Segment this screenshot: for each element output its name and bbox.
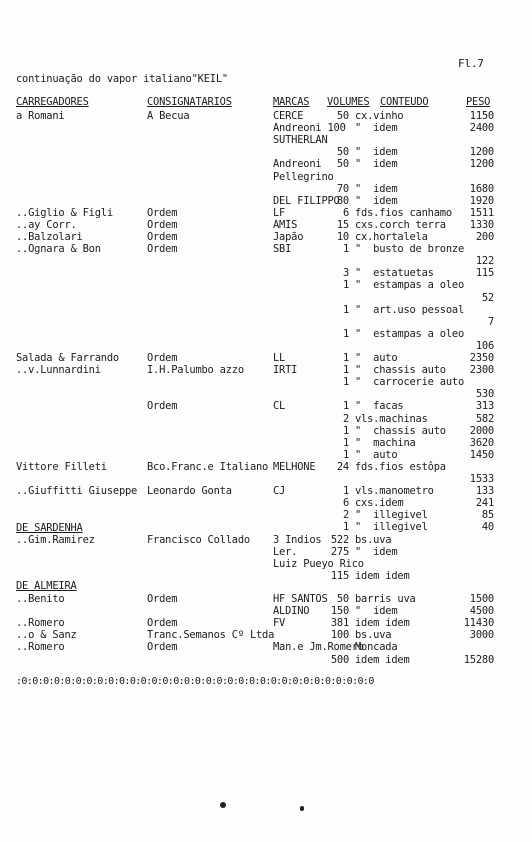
section-heading-almeira: DE ALMEIRA: [16, 580, 77, 592]
cell-c4: 275: [330, 546, 349, 559]
cell-c3: Ler.: [273, 546, 298, 559]
cell-c4: 1: [342, 303, 349, 316]
page-number: Fl.7: [458, 57, 484, 70]
cell-c2: Bco.Franc.e Italiano: [147, 460, 269, 473]
cell-c4: 1: [342, 400, 349, 413]
cell-c2: Leonardo Gonta: [147, 485, 232, 498]
cell-c1: ..ay Corr.: [16, 218, 77, 231]
cell-c6: 1500: [469, 593, 494, 605]
cell-c5: bs.uva: [355, 629, 392, 642]
header-marcas: MARCAS: [273, 96, 310, 108]
cell-c4: 50: [336, 146, 349, 159]
cell-c6: 1680: [469, 182, 494, 195]
cell-c3: AMIS: [273, 218, 298, 231]
cell-c6: 40: [481, 521, 494, 534]
cell-c4: 1: [342, 436, 349, 449]
cell-c4: 1: [342, 327, 349, 340]
cell-c5: " illegivel: [355, 509, 428, 522]
cell-c5: " chassis auto: [355, 424, 446, 437]
cell-c5: " idem: [355, 122, 398, 135]
cell-c3: Andreoni 100: [273, 122, 346, 135]
ink-mark: [220, 802, 226, 808]
cell-c1: ..v.Lunnardini: [16, 364, 101, 377]
cell-c2: A Becua: [147, 110, 190, 122]
cell-c2: Ordem: [147, 206, 178, 219]
cell-c3: MELHONE: [273, 460, 316, 473]
cell-c2: I.H.Palumbo azzo: [147, 364, 244, 377]
cell-c4: 1: [342, 485, 349, 498]
cell-c3: Man.e Jm.Romero: [273, 641, 364, 654]
cell-c5: barris uva: [355, 593, 416, 605]
cell-c5: " busto de bronze: [355, 243, 465, 256]
cell-c5: cxs.idem: [355, 497, 404, 510]
cell-c6: 106: [475, 339, 494, 352]
cell-c6: 122: [475, 255, 494, 268]
cell-c5: " art.uso pessoal: [355, 303, 465, 316]
cell-c4: 115: [330, 570, 349, 583]
cell-c1: a Romani: [16, 110, 65, 122]
cell-c4: 50: [336, 158, 349, 171]
cell-c4: 2: [342, 509, 349, 522]
cell-c4: 50: [336, 593, 349, 605]
cell-c5: " idem: [355, 182, 398, 195]
cell-c4: 1: [342, 364, 349, 377]
cell-c4: 80: [336, 194, 349, 207]
cell-c1: ..o & Sanz: [16, 629, 77, 642]
cell-c3: SBI: [273, 243, 292, 256]
cell-c6: 2350: [469, 352, 494, 364]
cell-c5: cxs.corch terra: [355, 218, 446, 231]
cell-c6: 1533: [469, 473, 494, 485]
cell-c2: Francisco Collado: [147, 534, 250, 546]
cell-c4: 522: [330, 534, 349, 546]
cell-c4: 50: [336, 110, 349, 122]
cell-c3: Luiz Pueyo Rico: [273, 558, 364, 571]
cell-c6: 7: [487, 315, 494, 328]
cell-c5: Moncada: [355, 641, 398, 654]
cell-c5: " idem: [355, 194, 398, 207]
cell-c6: 2300: [469, 364, 494, 377]
cell-c4: 1: [342, 376, 349, 389]
cell-c5: bs.uva: [355, 534, 392, 546]
cell-c6: 15280: [463, 653, 494, 666]
cell-c4: 1: [342, 424, 349, 437]
cell-c2: Ordem: [147, 641, 178, 654]
cell-c3: 3 Indios: [273, 534, 322, 546]
cell-c4: 1: [342, 352, 349, 364]
cell-c2: Ordem: [147, 593, 178, 605]
cell-c6: 133: [475, 485, 494, 498]
cell-c4: 6: [342, 497, 349, 510]
cell-c6: 1920: [469, 194, 494, 207]
cell-c5: " idem: [355, 605, 398, 618]
cell-c3: Pellegrino: [273, 170, 334, 183]
cell-c4: 381: [330, 617, 349, 630]
cell-c6: 200: [475, 231, 494, 243]
cell-c4: 500: [330, 653, 349, 666]
cell-c3: LL: [273, 352, 286, 364]
cell-c6: 530: [475, 388, 494, 401]
cell-c5: " estampas a oleo: [355, 279, 465, 292]
cell-c6: 85: [481, 509, 494, 522]
cell-c2: Tranc.Semanos Cº Ltda: [147, 629, 275, 642]
cell-c5: " idem: [355, 546, 398, 559]
cell-c3: CERCE: [273, 110, 304, 122]
cell-c4: 15: [336, 218, 349, 231]
cell-c6: 4500: [469, 605, 494, 618]
ink-mark: [300, 806, 304, 811]
cell-c5: " auto: [355, 448, 398, 461]
cell-c3: Andreoni: [273, 158, 322, 171]
cell-c1: ..Romero: [16, 617, 65, 630]
cell-c5: " idem: [355, 146, 398, 159]
cell-c4: 150: [330, 605, 349, 618]
cell-c3: IRTI: [273, 364, 298, 377]
cell-c5: " carrocerie auto: [355, 376, 465, 389]
cell-c6: 1450: [469, 448, 494, 461]
cell-c4: 1: [342, 279, 349, 292]
cell-c6: 115: [475, 267, 494, 280]
cell-c5: " machina: [355, 436, 416, 449]
cell-c1: ..Giglio & Figli: [16, 206, 113, 219]
cell-c2: Ordem: [147, 352, 178, 364]
cell-c1: ..Balzolari: [16, 231, 83, 243]
cell-c5: " estatuetas: [355, 267, 434, 280]
cell-c3: CL: [273, 400, 286, 413]
cell-c4: 24: [336, 460, 349, 473]
cell-c5: " facas: [355, 400, 404, 413]
cell-c2: Ordem: [147, 400, 178, 413]
cell-c3: SUTHERLAN: [273, 134, 328, 147]
cell-c6: 52: [481, 291, 494, 304]
cell-c6: 2400: [469, 122, 494, 135]
cell-c6: 3000: [469, 629, 494, 642]
header-consignatarios: CONSIGNATARIOS: [147, 96, 232, 108]
cell-c1: ..Ognara & Bon: [16, 243, 101, 256]
cell-c1: ..Benito: [16, 593, 65, 605]
cell-c1: Salada & Farrando: [16, 352, 119, 364]
cell-c6: 2000: [469, 424, 494, 437]
cell-c4: 1: [342, 243, 349, 256]
cell-c4: 10: [336, 231, 349, 243]
document-title: continuação do vapor italiano"KEIL": [16, 73, 228, 85]
cell-c5: idem idem: [355, 617, 410, 630]
cell-c1: Vittore Filleti: [16, 460, 107, 473]
cell-c6: 1511: [469, 206, 494, 219]
cell-c6: 1330: [469, 218, 494, 231]
cell-c5: " idem: [355, 158, 398, 171]
header-volumes: VOLUMES: [327, 96, 370, 108]
cell-c5: vls.manometro: [355, 485, 434, 498]
cell-c1: ..Giuffitti Giuseppe: [16, 485, 138, 498]
cell-c6: 11430: [463, 617, 494, 630]
cell-c1: ..Romero: [16, 641, 65, 654]
cell-c5: " illegivel: [355, 521, 428, 534]
cell-c3: CJ: [273, 485, 286, 498]
cell-c3: HF SANTOS: [273, 593, 328, 605]
cell-c2: Ordem: [147, 231, 178, 243]
cell-c6: 582: [475, 412, 494, 425]
cell-c4: 3: [342, 267, 349, 280]
cell-c5: " estampas a oleo: [355, 327, 465, 340]
cell-c4: 1: [342, 521, 349, 534]
cell-c4: 6: [342, 206, 349, 219]
cell-c5: idem idem: [355, 570, 410, 583]
cell-c6: 313: [475, 400, 494, 413]
cell-c4: 2: [342, 412, 349, 425]
cell-c3: FV: [273, 617, 286, 630]
cell-c4: 1: [342, 448, 349, 461]
cell-c5: cx.vinho: [355, 110, 404, 122]
cell-c5: cx.hortalela: [355, 231, 428, 243]
header-conteudo: CONTEUDO: [380, 96, 429, 108]
cell-c4: 70: [336, 182, 349, 195]
cell-c5: idem idem: [355, 653, 410, 666]
cell-c2: Ordem: [147, 243, 178, 256]
cell-c2: Ordem: [147, 617, 178, 630]
cell-c2: Ordem: [147, 218, 178, 231]
cell-c5: vls.machinas: [355, 412, 428, 425]
cell-c5: fds.fios canhamo: [355, 206, 452, 219]
cell-c1: ..Gim.Ramirez: [16, 534, 95, 546]
cell-c6: 241: [475, 497, 494, 510]
header-peso: PESO: [466, 96, 491, 108]
cell-c5: " chassis auto: [355, 364, 446, 377]
cell-c3: LF: [273, 206, 286, 219]
cell-c5: fds.fios estôpa: [355, 460, 446, 473]
separator-line: :0:0:0:0:0:0:0:0:0:0:0:0:0:0:0:0:0:0:0:0:0:0:0:0:0:0:0:0:0:0:0:0:0: [16, 676, 374, 687]
cell-c3: ALDINO: [273, 605, 310, 618]
cell-c4: 100: [330, 629, 349, 642]
section-heading-sardenha: DE SARDENHA: [16, 522, 83, 534]
cell-c6: 1200: [469, 158, 494, 171]
cell-c3: DEL FILIPPO: [273, 194, 340, 207]
header-carregadores: CARREGADORES: [16, 96, 89, 108]
cell-c5: " auto: [355, 352, 398, 364]
cell-c6: 3620: [469, 436, 494, 449]
cell-c6: 1200: [469, 146, 494, 159]
cell-c6: 1150: [469, 110, 494, 122]
cell-c3: Japão: [273, 231, 304, 243]
